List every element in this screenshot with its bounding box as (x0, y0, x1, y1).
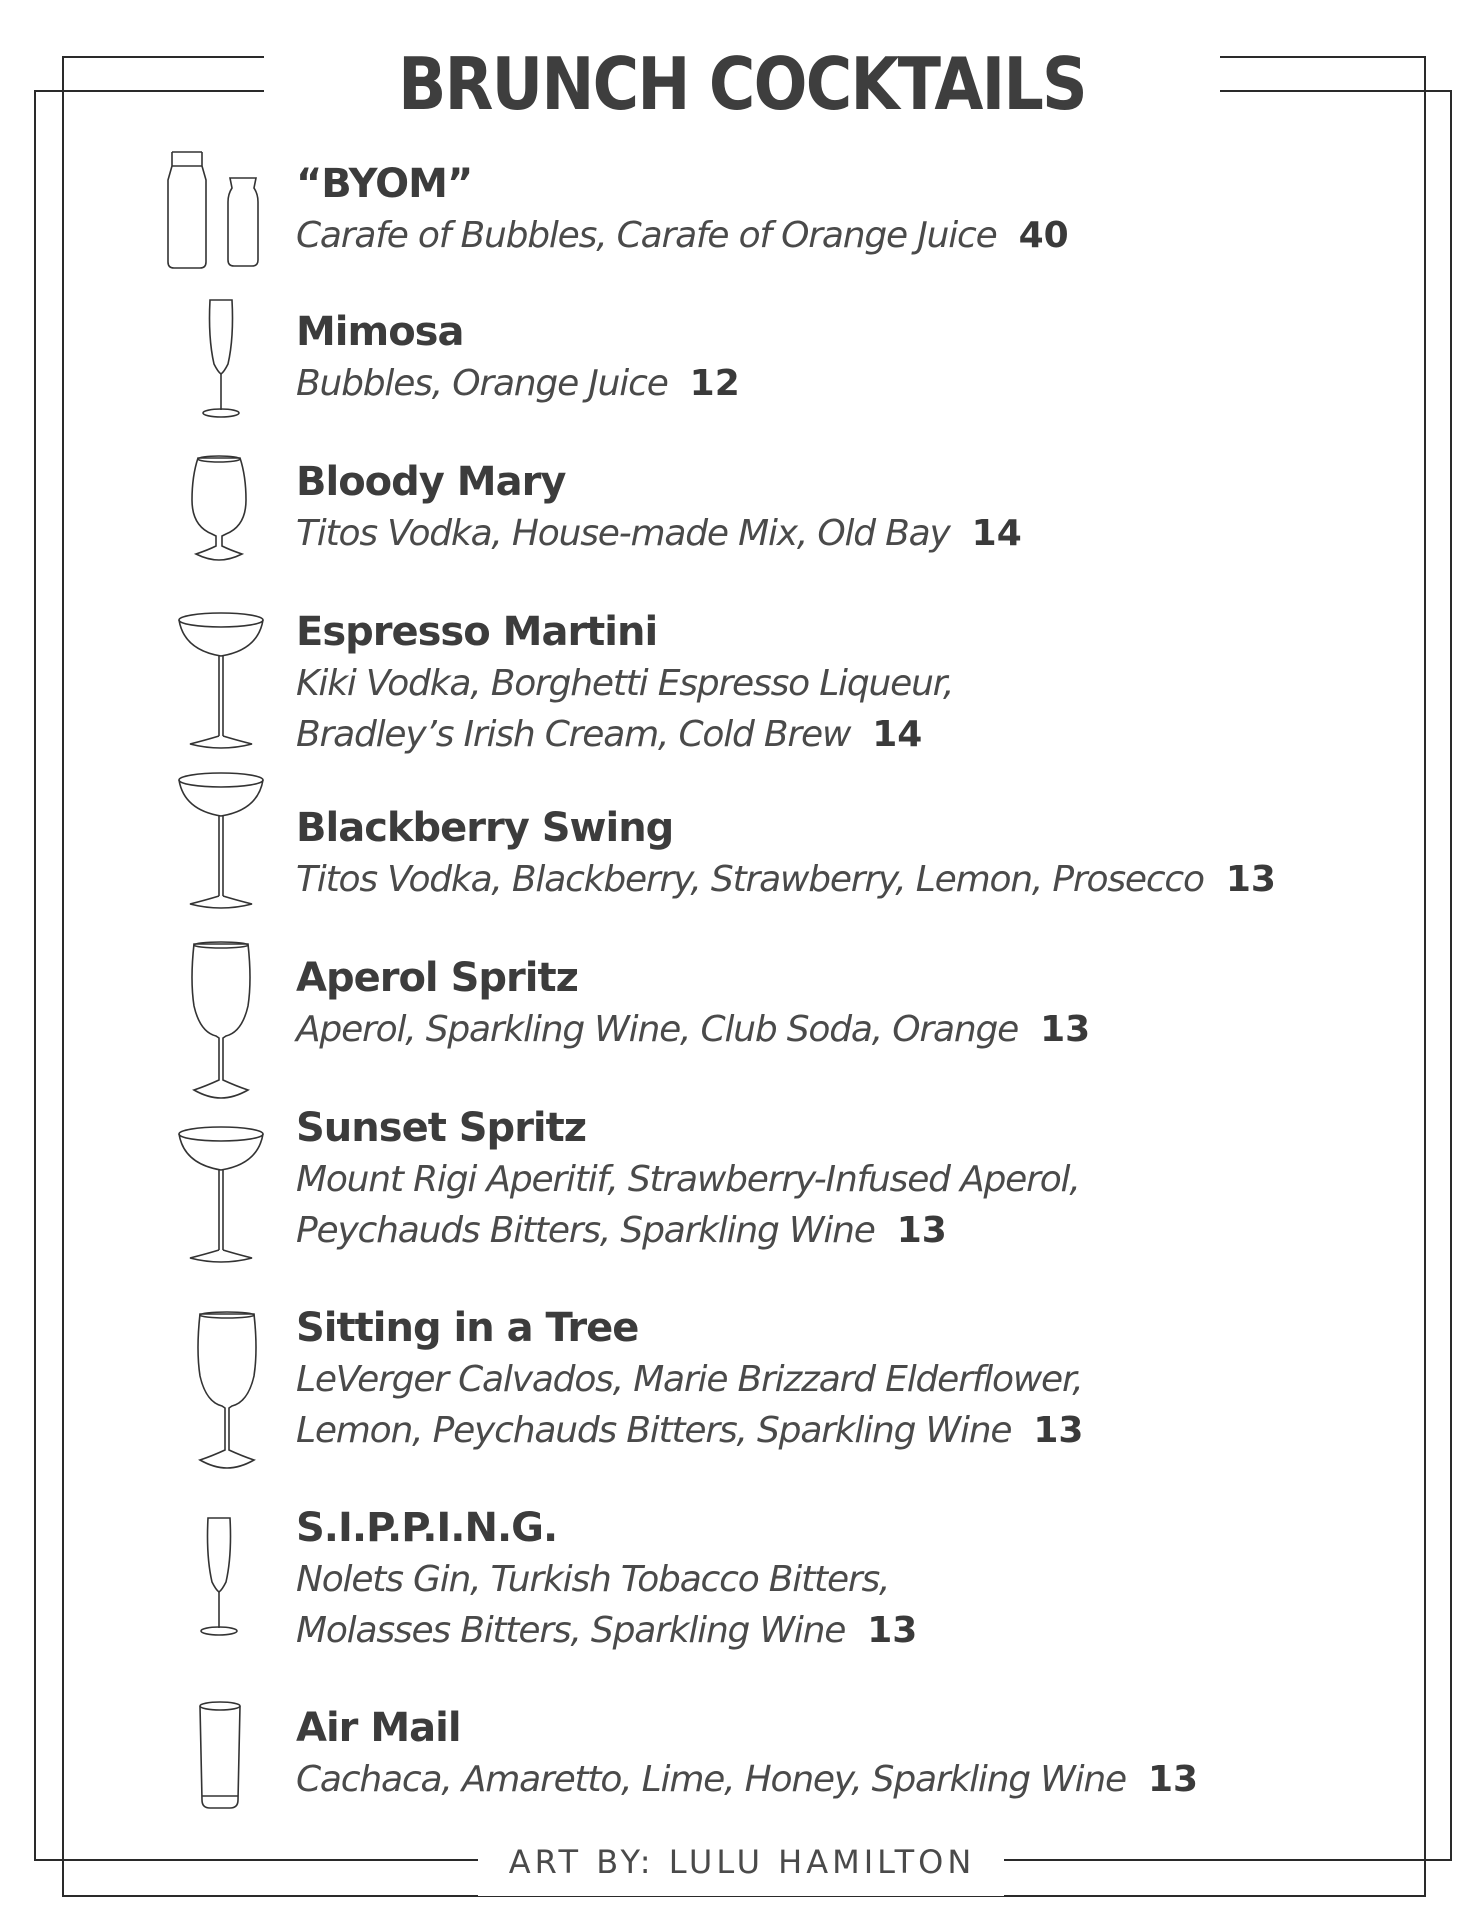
item-name: Aperol Spritz (296, 955, 578, 1001)
item-name: Bloody Mary (296, 459, 566, 505)
item-description: Titos Vodka, House-made Mix, Old Bay 14 (296, 513, 1022, 554)
item-price: 13 (896, 1210, 947, 1251)
item-price: 13 (867, 1610, 918, 1651)
flute-glass-icon (198, 298, 244, 420)
coupe-glass-icon (176, 1124, 266, 1266)
item-description: Nolets Gin, Turkish Tobacco Bitters, (296, 1559, 890, 1600)
menu-item (296, 1702, 1198, 1805)
menu-item (296, 1102, 1080, 1256)
item-description: Carafe of Bubbles, Carafe of Orange Juice 40 (296, 215, 1069, 256)
wine-glass-icon (186, 940, 256, 1102)
item-description: Peychauds Bitters, Sparkling Wine 13 (296, 1210, 947, 1251)
item-description: Kiki Vodka, Borghetti Espresso Liqueur, (296, 663, 954, 704)
carafes-icon (160, 148, 270, 270)
item-price: 13 (1147, 1759, 1199, 1800)
menu-item (296, 456, 1022, 559)
item-name: Sitting in a Tree (296, 1305, 639, 1351)
item-name: Espresso Martini (296, 609, 658, 655)
item-description: Mount Rigi Aperitif, Strawberry-Infused Aperol, (296, 1159, 1080, 1200)
menu-item (296, 1302, 1083, 1456)
item-price: 40 (1018, 215, 1069, 256)
item-price: 14 (872, 714, 923, 755)
item-description: Titos Vodka, Blackberry, Strawberry, Lemon, Prosecco 13 (296, 859, 1276, 900)
item-price: 13 (1225, 859, 1276, 900)
item-name: Mimosa (296, 309, 464, 355)
item-description: Bradley’s Irish Cream, Cold Brew 14 (296, 714, 923, 755)
item-price: 13 (1040, 1009, 1091, 1050)
item-name: S.I.P.P.I.N.G. (296, 1505, 558, 1551)
menu-item (296, 1502, 917, 1656)
item-name: “BYOM” (296, 161, 473, 207)
item-name: Air Mail (296, 1705, 461, 1751)
menu-item (296, 158, 1069, 261)
wine-glass-icon (192, 1310, 262, 1472)
item-description: Lemon, Peychauds Bitters, Sparkling Wine 13 (296, 1410, 1084, 1451)
item-description: Cachaca, Amaretto, Lime, Honey, Sparkling Wine 13 (296, 1759, 1199, 1800)
tulip-glass-icon (186, 454, 252, 564)
menu-item (296, 802, 1276, 905)
item-description: LeVerger Calvados, Marie Brizzard Elderflower, (296, 1359, 1083, 1400)
item-price: 14 (971, 513, 1022, 554)
coupe-glass-icon (176, 610, 266, 752)
highball-glass-icon (196, 1700, 244, 1812)
item-price: 13 (1033, 1410, 1084, 1451)
item-description: Molasses Bitters, Sparkling Wine 13 (296, 1610, 918, 1651)
item-price: 12 (689, 363, 740, 404)
flute-glass-icon (196, 1516, 242, 1638)
menu-item (296, 306, 740, 409)
item-name: Sunset Spritz (296, 1105, 587, 1151)
art-credit: ART BY: LULU HAMILTON (508, 1843, 976, 1881)
coupe-glass-icon (176, 770, 266, 912)
item-description: Aperol, Sparkling Wine, Club Soda, Orange 13 (296, 1009, 1091, 1050)
item-description: Bubbles, Orange Juice 12 (296, 363, 740, 404)
item-name: Blackberry Swing (296, 805, 674, 851)
menu-title: BRUNCH COCKTAILS (398, 42, 1086, 126)
menu-item (296, 952, 1090, 1055)
menu-item (296, 606, 953, 760)
